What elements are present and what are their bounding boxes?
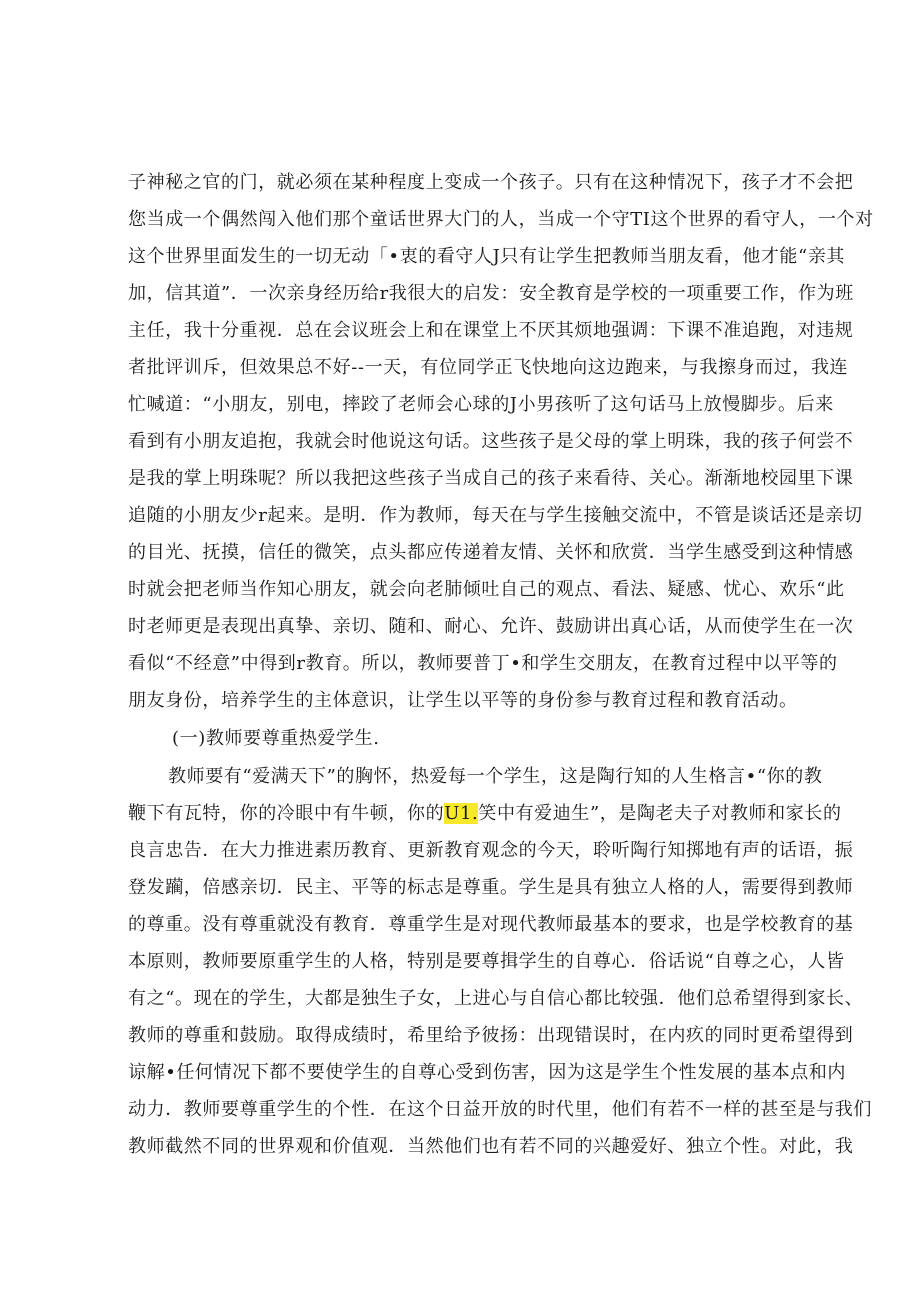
text-line: 朋友身份，培养学生的主体意识，让学生以平等的身份参与教育过程和教育活动。: [128, 690, 798, 711]
text-segment: 笑中有爱迪生”，是陶老夫子对教师和家长的: [478, 803, 842, 824]
text-line: 时就会把老师当作知心朋友，就会向老肺倾吐自己的观点、看法、疑感、忧心、欢乐“此: [128, 579, 845, 600]
section-heading: (一)教师要尊重热爱学生.: [172, 728, 380, 749]
text-line: 主任，我十分重视．总在会议班会上和在课堂上不厌其烦地强调：下课不准追跑，对违规: [128, 320, 854, 341]
text-line: 加，信其道”．一次亲身经历给r我很大的启发：安全教育是学校的一项重要工作，作为班: [128, 283, 854, 304]
text-line: 子神秘之官的门，就必须在某种程度上变成一个孩子。只有在这种情况下，孩子才不会把: [128, 172, 854, 193]
text-line: 登发躏，倍感亲切．民主、平等的标志是尊重。学生是具有独立人格的人，需要得到教师: [128, 877, 854, 898]
text-line: 时老师更是表现出真挚、亲切、随和、耐心、允许、鼓励讲出真心话，从而使学生在一次: [128, 616, 854, 637]
text-line: 您当成一个偶然闯入他们那个童话世界大门的人，当成一个守TI这个世界的看守人，一个对: [128, 209, 874, 230]
text-line: 的尊重。没有尊重就没有教育．尊重学生是对现代教师最基本的要求，也是学校教育的基: [128, 914, 854, 935]
text-line: 教师的尊重和鼓励。取得成绩时，希里给予彼扬：出现错误时，在内疚的同时更希望得到: [128, 1025, 854, 1046]
text-line: 是我的掌上明珠呢？所以我把这些孩子当成自己的孩子来看待、关心。渐渐地校园里下课: [128, 468, 854, 489]
text-line: 有之“。现在的学生，大都是独生子女，上进心与自信心都比较强．他们总希望得到家长、: [128, 988, 864, 1009]
text-line: 看似“不经意”中得到r教育。所以，教师要普丁•和学生交朋友，在教育过程中以平等的: [128, 653, 838, 674]
text-line: [128, 802, 842, 826]
text-line: 谅解•任何情况下都不要使学生的自尊心受到伤害，因为这是学生个性发展的基本点和内: [128, 1062, 847, 1083]
text-segment: 鞭下有瓦特，你的冷眼中有牛顿，你的: [128, 803, 445, 824]
text-line: 良言忠告．在大力推进素历教育、更新教育观念的今天，聆听陶行知掷地有声的话语，振: [128, 840, 854, 861]
text-line: 追随的小朋友少r起来。是明．作为教师，每天在与学生接触交流中，不管是谈话还是亲切: [128, 505, 863, 526]
text-line: 看到有小朋友追抱，我就会时他说这句话。这些孩子是父母的掌上明珠，我的孩子何尝不: [128, 431, 854, 452]
text-line: 教师要有“爱满天下”的胸怀，热爱每一个学生，这是陶行知的人生格言•“你的教: [168, 766, 823, 787]
highlighted-text: U1.: [444, 803, 479, 824]
text-line: 本原则，教师要原重学生的人格，特别是要尊揖学生的自尊心．俗话说“自尊之心，人皆: [128, 951, 845, 972]
text-line: 教师截然不同的世界观和价值观．当然他们也有若不同的兴趣爱好、独立个性。对此，我: [128, 1136, 854, 1157]
text-line: 动力．教师要尊重学生的个性．在这个日益开放的时代里，他们有若不一样的甚至是与我们: [128, 1099, 872, 1120]
text-line: 忙喊道：“小朋友，别电，摔跤了老师会心球的J小男孩听了这句话马上放慢脚步。后来: [128, 394, 834, 415]
text-line: 者批评训斥，但效果总不好--一天，有位同学正飞快地向这边跑来，与我擦身而过，我连: [128, 357, 849, 378]
text-line: 这个世界里面发生的一切无动「•衷的看守人J只有让学生把教师当朋友看，他才能“亲其: [128, 246, 846, 267]
text-line: 的目光、抚摸，信任的微笑，点头都应传递着友情、关怀和欣赏．当学生感受到这种情感: [128, 542, 854, 563]
